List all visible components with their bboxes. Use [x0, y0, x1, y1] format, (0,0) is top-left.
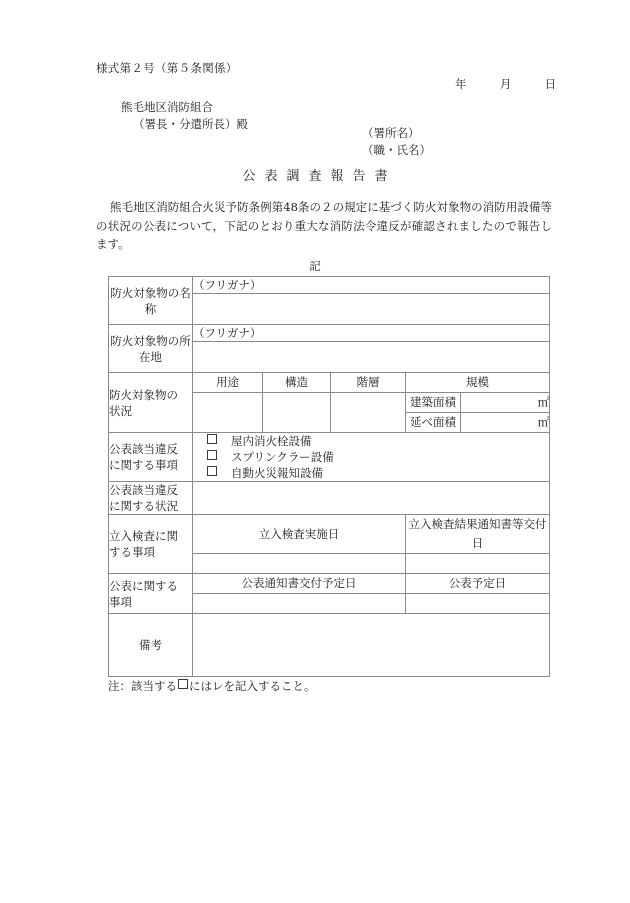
- row-label-violation-items: [109, 433, 193, 482]
- date-year-label: 年: [455, 77, 467, 91]
- row-label-building-address: 防火対象物の所在地: [109, 325, 193, 373]
- scale-label-total-area: 延べ面積: [406, 413, 461, 433]
- page-title: 公表調査報告書: [242, 169, 397, 184]
- structure-input[interactable]: [263, 393, 331, 433]
- checkbox-item-indoor-hydrant[interactable]: [193, 433, 549, 449]
- remarks-input[interactable]: [193, 614, 550, 677]
- violation-status-input[interactable]: [193, 482, 550, 515]
- inspection-date-input[interactable]: [193, 554, 406, 574]
- column-header-inspection-date: 立入検査実施日: [193, 515, 406, 554]
- checkbox-item-sprinkler[interactable]: [193, 449, 549, 465]
- form-number: 様式第２号（第５条関係）: [96, 61, 238, 75]
- table-row-violation-items: [109, 433, 550, 482]
- date-day-label: 日: [544, 77, 557, 91]
- row-label-inspection: [109, 515, 193, 574]
- row-label-building-status: [109, 373, 193, 433]
- kisho-marker: 記: [309, 259, 321, 273]
- building-address-furigana: （フリガナ）: [193, 325, 550, 342]
- inspection-label-line2: する事項: [109, 545, 155, 559]
- column-header-use: 用途: [193, 373, 263, 393]
- violation-status-label-line2: に関する状況: [109, 499, 178, 513]
- announcement-label-line1: 公表に関する: [109, 578, 178, 593]
- table-row-violation-status: [109, 482, 550, 515]
- column-header-structure: 構造: [263, 373, 331, 393]
- column-header-announcement-date: 公表予定日: [406, 574, 550, 594]
- building-area-input[interactable]: ㎡: [461, 393, 550, 413]
- sender-block: [362, 125, 431, 159]
- table-row-inspection-headers: [109, 515, 550, 554]
- table-row-address-furigana: [109, 325, 550, 342]
- checkbox-label-indoor-hydrant: 屋内消火栓設備: [231, 434, 312, 448]
- footnote: [108, 678, 316, 694]
- announcement-label-line2: 事項: [109, 594, 132, 609]
- inspection-label-line1: 立入検査に関: [109, 529, 178, 543]
- checkbox-label-fire-alarm: 自動火災報知設備: [231, 466, 323, 480]
- row-label-violation-status: [109, 482, 193, 515]
- sender-office-name: （署所名）: [362, 126, 420, 140]
- row-label-remarks: 備考: [109, 614, 193, 677]
- scale-label-building-area: 建築面積: [406, 393, 461, 413]
- column-header-announcement-notice-date: 公表通知書交付予定日: [193, 574, 406, 594]
- table-row-status-headers: [109, 373, 550, 393]
- addressee-block: [121, 99, 248, 133]
- checkbox-icon: [178, 679, 188, 689]
- checkbox-icon[interactable]: [207, 466, 217, 476]
- column-header-inspection-notice-date: 立入検査結果通知書等交付日: [406, 515, 550, 554]
- floors-input[interactable]: [331, 393, 406, 433]
- violation-status-label-line1: 公表該当違反: [109, 483, 178, 497]
- report-table: [108, 276, 550, 677]
- date-month-label: 月: [499, 77, 512, 91]
- addressee-office: （署長・分遣所長）殿: [133, 117, 248, 131]
- column-header-scale: 規模: [406, 373, 550, 393]
- table-row-remarks: [109, 614, 550, 677]
- row-label-announcement: [109, 574, 193, 614]
- checkbox-label-sprinkler: スプリンクラー設備: [231, 450, 334, 464]
- date-line: [455, 76, 556, 92]
- row-label-building-name: 防火対象物の名称: [109, 277, 193, 325]
- building-name-input[interactable]: [193, 294, 550, 325]
- checkbox-icon[interactable]: [207, 450, 217, 460]
- sender-title-name: （職・氏名）: [362, 143, 431, 157]
- announcement-notice-date-input[interactable]: [193, 594, 406, 614]
- announcement-date-input[interactable]: [406, 594, 550, 614]
- building-name-furigana: （フリガナ）: [193, 277, 550, 294]
- footnote-suffix: にはレを記入すること。: [189, 679, 316, 693]
- footnote-prefix: 注：該当する: [108, 679, 177, 693]
- addressee-organization: 熊毛地区消防組合: [121, 100, 213, 114]
- inspection-notice-date-input[interactable]: [406, 554, 550, 574]
- violation-items-label-line2: に関する事項: [109, 458, 178, 472]
- total-area-input[interactable]: ㎡: [461, 413, 550, 433]
- body-paragraph: 熊毛地区消防組合火災予防条例第48条の２の規定に基づく防火対象物の消防用設備等の状況の公表について，下記のとおり重大な消防法令違反が確認されましたので報告します。: [96, 200, 552, 251]
- table-row-announcement-headers: [109, 574, 550, 594]
- building-status-label-line1: 防火対象物の: [109, 387, 178, 402]
- violation-checkbox-group: [193, 433, 550, 482]
- checkbox-icon[interactable]: [207, 434, 217, 444]
- building-address-input[interactable]: [193, 342, 550, 373]
- checkbox-item-fire-alarm[interactable]: [193, 465, 549, 481]
- column-header-floors: 階層: [331, 373, 406, 393]
- table-row-name-furigana: [109, 277, 550, 294]
- use-input[interactable]: [193, 393, 263, 433]
- building-status-label-line2: 状況: [109, 403, 132, 418]
- violation-items-label-line1: 公表該当違反: [109, 442, 178, 456]
